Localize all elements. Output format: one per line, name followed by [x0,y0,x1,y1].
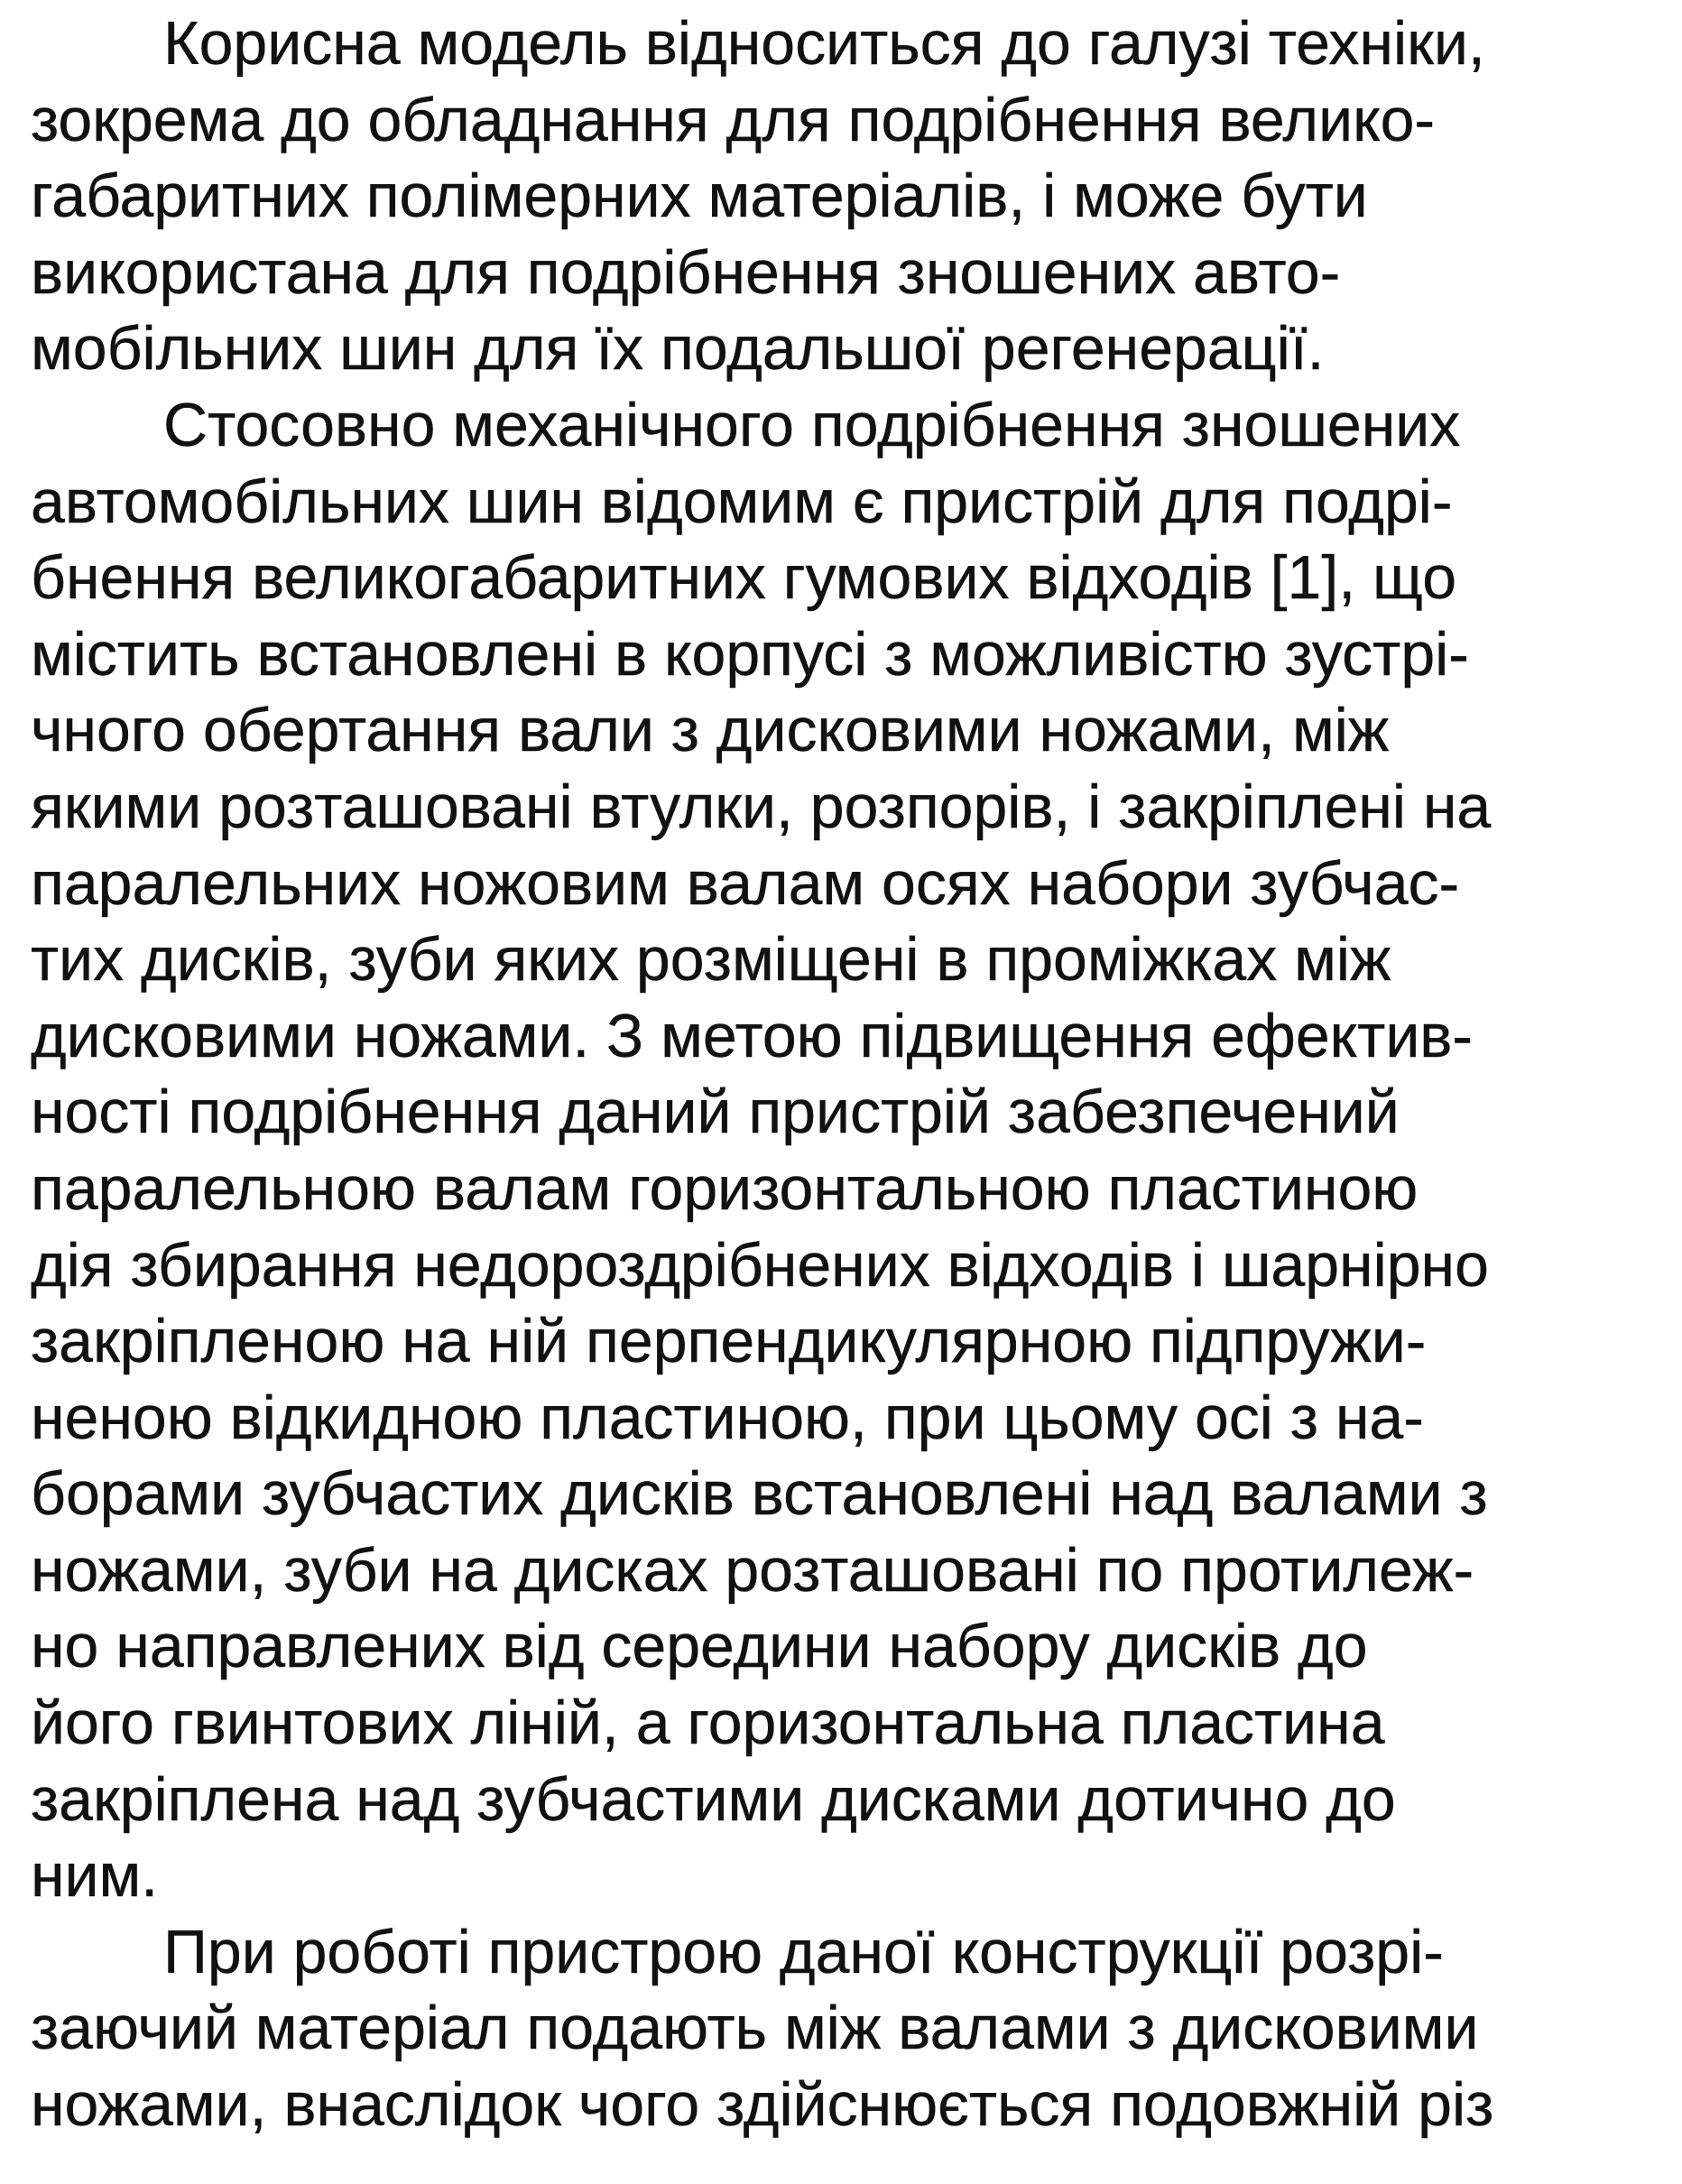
text-line: його гвинтових ліній, а горизонтальна пластина [31,1689,1385,1758]
text-line: закріплена над зубчастими дисками дотично до [31,1764,1396,1834]
text-line: но направлених від середини набору дисків до [31,1612,1368,1681]
text-line: тих дисків, зуби яких розміщені в проміжках між [31,925,1391,995]
text-line: борами зубчастих дисків встановлені над валами з [31,1459,1488,1529]
text-line: використана для подрібнення зношених авто- [31,237,1341,307]
text-line: паралельною валам горизонтальною пластиною [31,1153,1419,1223]
text-line: автомобільних шин відомим є пристрій для подрі- [31,467,1453,536]
text-line: чного обертання вали з дисковими ножами, між [31,696,1390,765]
text-line: ності подрібнення даний пристрій забезпечений [31,1078,1400,1147]
paragraph-1 [31,5,1650,387]
text-line: дія збирання недороздрібнених відходів і шарнірно [31,1230,1489,1300]
text-line: Корисна модель відноситься до галузі техніки, [163,9,1485,78]
text-line: містить встановлені в корпусі з можливістю зустрі- [31,619,1469,689]
text-line: мобільних шин для їх подальшої регенерації. [31,314,1325,384]
text-line: дисковими ножами. З метою підвищення ефектив- [31,1001,1474,1070]
text-line: габаритних полімерних матеріалів, і може бути [31,162,1368,231]
text-line: заючий матеріал подають між валами з дисковими [31,1994,1479,2063]
text-line: Стосовно механічного подрібнення зношених [163,390,1461,459]
text-line: ножами, внаслідок чого здійснюється подовжній різ [31,2070,1494,2140]
text-line: При роботі пристрою даної конструкції розрі- [163,1917,1444,1986]
document-page [31,5,1650,2143]
text-line: бнення великогабаритних гумових відходів [1], що [31,543,1457,613]
text-line: закріпленою на ній перпендикулярною підпружи- [31,1307,1427,1376]
text-line: паралельних ножовим валам осях набори зубчас- [31,848,1460,918]
text-line: зокрема до обладнання для подрібнення велико- [31,85,1436,154]
text-line: якими розташовані втулки, розпорів, і закріплені на [31,772,1492,841]
text-line: ним. [31,1841,159,1911]
text-line: неною відкидною пластиною, при цьому осі з на- [31,1383,1424,1452]
paragraph-2 [31,387,1650,1914]
text-line: ножами, зуби на дисках розташовані по протилеж- [31,1535,1474,1605]
paragraph-3 [31,1914,1650,2143]
